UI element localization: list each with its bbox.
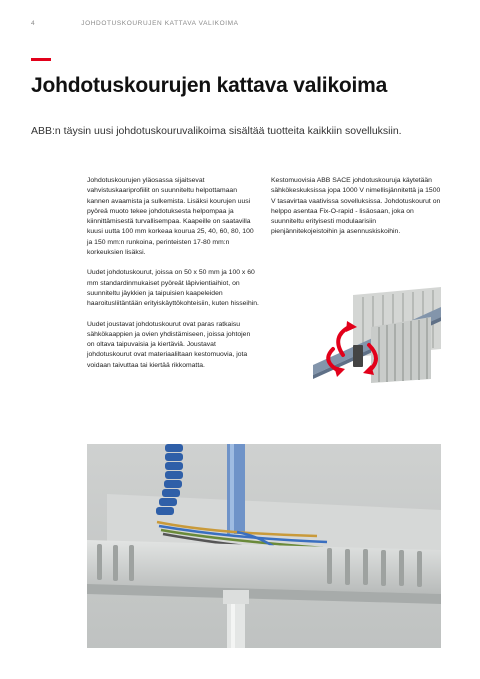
accent-bar	[31, 58, 51, 61]
left-paragraph-1: Johdotuskourujen yläosassa sijaitsevat vahvistuskaariprofiilit on suunniteltu helpottamaan kannen avaamista ja sulkemista. Lisäksi kourujen uusi pyöreä muoto tekee johdotuksesta helpompaa ja kiinnittämisestä turvallisempaa. Kaapeille on saatavilla kuusi uutta 100 mm korkeaa kourua 25, 40, 60, 80, 100 ja 150 mm:n runkoina, perinteisten 17-80 mm:n korkeuksien lisäksi.	[87, 177, 254, 257]
left-text-column	[87, 176, 259, 381]
running-header	[31, 20, 239, 27]
page-title: Johdotuskourujen kattava valikoima	[31, 74, 388, 97]
page-subtitle: ABB:n täysin uusi johdotuskouruvalikoima sisältää tuotteita kaikkiin sovelluksiin.	[31, 125, 402, 137]
left-paragraph-2: Uudet johdotuskourut, joissa on 50 x 50 mm ja 100 x 60 mm standardinmukaiset pyöreät läpivientiaihiot, on suunniteltu jäykkien ja taipuisien kaapeleiden haaroitusliitäntään erityiskäyttökohteisiin, kuten hisseihin.	[87, 269, 259, 308]
cable-duct-photo	[87, 444, 441, 648]
din-rail-duct-image	[313, 287, 441, 383]
right-text-column	[271, 176, 441, 248]
running-title: JOHDOTUSKOURUJEN KATTAVA VALIKOIMA	[81, 20, 239, 27]
right-paragraph-1: Kestomuovisia ABB SACE johdotuskouruja käytetään sähkökeskuksissa jopa 1000 V nimellisjännitettä ja 1500 V tasavirtaa vaativissa sovelluksissa. Johdotuskourut on helppo asentaa Fix-O-rapid - lisäosaan, joka on suunniteltu erityisesti modulaarisiin pienjännitekojeistoihin ja asennuskiskoihin.	[271, 177, 441, 236]
left-paragraph-3: Uudet joustavat johdotuskourut ovat paras ratkaisu sähkökaappien ja ovien yhdistämiseen, joissa johtojen on oltava taipuvaisia ja kiertäviä. Joustavat johdotuskourut ovat materiaaliltaan kestomuovia, jota voidaan taivuttaa tai kiertää rikkomatta.	[87, 320, 251, 369]
page-number: 4	[31, 20, 36, 27]
